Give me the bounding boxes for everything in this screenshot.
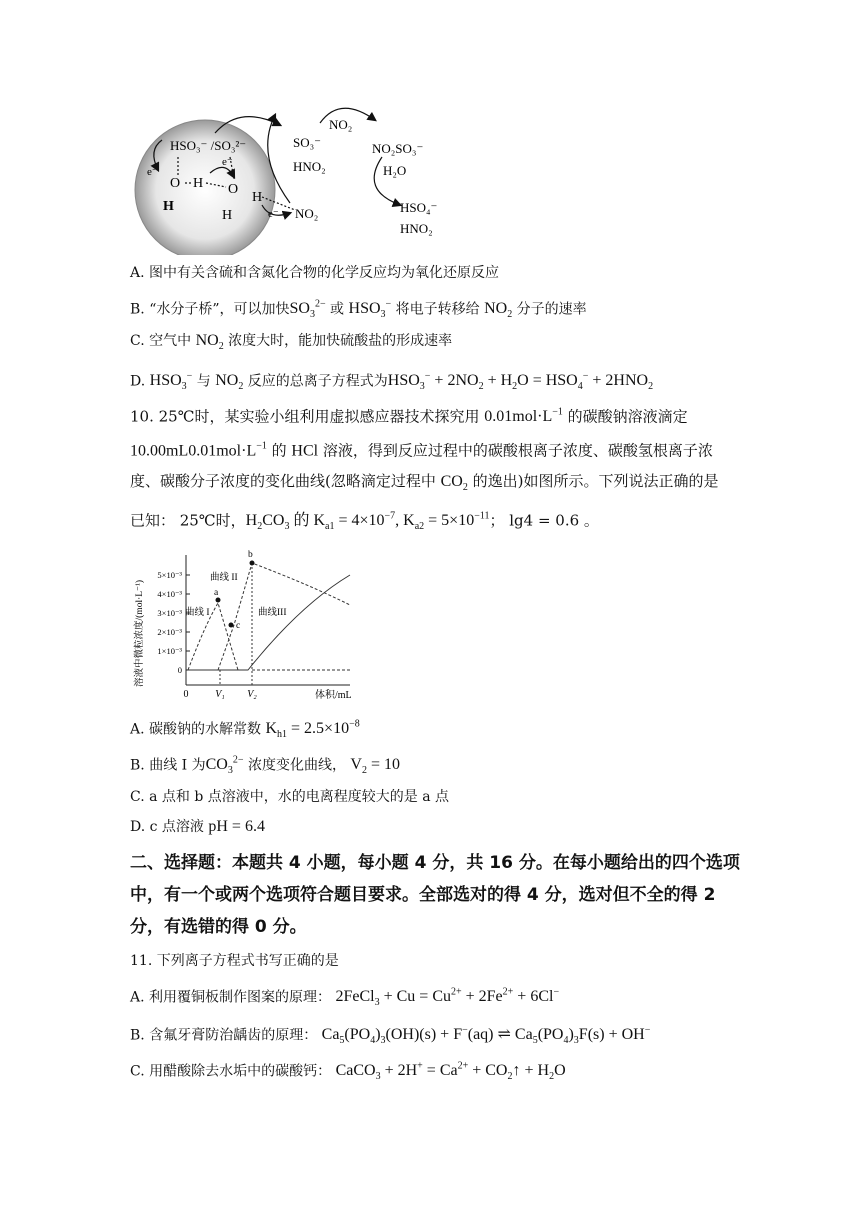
section2-line2: 中，有一个或两个选项符合题目要求。全部选对的得 4 分，选对但不全的得 2 <box>130 885 716 905</box>
curve-label: 曲线 I <box>185 608 210 618</box>
label-o1: O <box>170 176 181 191</box>
point-label: a <box>214 588 219 598</box>
section2-line3: 分，有选错的得 0 分。 <box>130 917 307 937</box>
q9-option-c: C. 空气中 $NO_2$ 浓度大时，能加快硫酸盐的形成速率 <box>130 332 453 353</box>
q11-option-b: B. 含氟牙膏防治龋齿的原理： $Ca_5(PO_4)_3(OH)(s) + F^-(aq)$ ⇌ $Ca_5(PO_4)_3F(s) + OH^-$ <box>130 1025 651 1047</box>
label-e1: e⁻ <box>147 166 158 178</box>
q11-option-c: C. 用醋酸除去水垢中的碳酸钙： CaCO$_3$ + $2H^+ = Ca^{2+}$ + $CO_2↑ + H_2O$ <box>130 1061 566 1083</box>
point-marker <box>250 561 255 566</box>
q11-stem: 11. 下列离子方程式书写正确的是 <box>130 953 339 969</box>
concentration-chart <box>130 545 360 705</box>
q9-option-b: B. “水分子桥”，可以加快$SO_3^{2-}$ 或 $HSO_3^-$ 将电子转移给 $NO_2$ 分子的速率 <box>130 299 587 321</box>
curve-label: 曲线 II <box>210 573 238 583</box>
point-marker <box>229 623 234 628</box>
curve-label: 曲线III <box>258 608 287 618</box>
point-marker <box>216 598 221 603</box>
point-label: c <box>236 621 241 631</box>
y-tick-label: 0 <box>177 665 182 675</box>
q10-option-b: B. 曲线 I 为$CO_3^{2-}$ 浓度变化曲线， $V_2 = 10$ <box>130 755 400 777</box>
q10-stem-line4: 已知： 25℃时，$H_2CO_3$ 的 $K_{a1} = 4\times 10^{-7}$, $K_{a2} = 5\times 10^{-11}$； lg4 = 0.6 。 <box>130 511 599 533</box>
reaction-diagram <box>130 95 450 255</box>
label-e2: e⁻ <box>222 156 233 168</box>
label-no2-b: NO₂ <box>329 117 353 132</box>
point-label: b <box>248 550 253 560</box>
y-tick-label: 1×10⁻³ <box>157 646 182 656</box>
label-h2o: H₂O <box>383 163 407 178</box>
label-h1: H <box>193 176 204 191</box>
x-tick-label: V₂ <box>247 689 257 700</box>
label-h2: H <box>252 190 263 205</box>
y-tick-label: 5×10⁻³ <box>157 570 182 580</box>
y-tick-label: 4×10⁻³ <box>157 589 182 599</box>
label-hso4: HSO₄⁻ <box>400 200 438 215</box>
q10-stem-line1: 10. 25℃时，某实验小组利用虚拟感应器技术探究用 $0.01mol\cdot L^{-1}$ 的碳酸钠溶液滴定 <box>130 407 688 426</box>
label-hb2: H <box>222 208 233 223</box>
label-hno2-a: HNO₂ <box>293 159 326 174</box>
q10-option-d: D. c 点溶液 pH = 6.4 <box>130 818 265 835</box>
label-so3: SO₃⁻ <box>293 135 322 150</box>
y-tick-label: 3×10⁻³ <box>157 608 182 618</box>
section2-line1: 二、选择题：本题共 4 小题，每小题 4 分，共 16 分。在每小题给出的四个选项 <box>130 853 740 873</box>
q9-option-d: D. $HSO_3^-$ 与 $NO_2$ 反应的总离子方程式为$HSO_3^- + 2NO_2 + H_2O = HSO_4^- + 2HNO_2$ <box>130 371 654 393</box>
q10-option-a: A. 碳酸钠的水解常数 $K_{h1} = 2.5\times 10^{-8}$ <box>130 719 360 741</box>
label-hno2-b: HNO₂ <box>400 221 433 236</box>
label-no2so3: NO₂SO₃⁻ <box>372 141 424 156</box>
y-axis-label: 溶液中微粒浓度/(mol·L⁻¹) <box>135 579 145 687</box>
x-tick-label: 0 <box>183 689 189 700</box>
q10-option-c: C. a 点和 b 点溶液中，水的电离程度较大的是 a 点 <box>130 789 450 805</box>
curve-3 <box>188 575 350 670</box>
label-no2-a: NO₂ <box>295 206 319 221</box>
y-tick-label: 2×10⁻³ <box>157 627 182 637</box>
label-hso3-so3: HSO₃⁻ /SO₃²⁻ <box>170 138 247 153</box>
label-o2: O <box>228 182 239 197</box>
q9-option-a: A. 图中有关含硫和含氮化合物的化学反应均为氧化还原反应 <box>130 265 500 281</box>
q10-stem-line2: $10.00mL0.01mol\cdot L^{-1}$ 的 HCl 溶液，得到反应过程中的碳酸根离子浓度、碳酸氢根离子浓 <box>130 441 713 460</box>
q11-option-a: A. 利用覆铜板制作图案的原理： 2FeCl$_3$ + $Cu = Cu^{2+} + 2Fe^{2+} + 6Cl^-$ <box>130 987 560 1009</box>
x-tick-label: V₁ <box>215 689 225 700</box>
x-axis-label: 体积/mL <box>315 690 352 701</box>
label-hb: H <box>163 199 174 214</box>
label-e3: e⁻ <box>268 208 279 220</box>
q10-stem-line3: 度、碳酸分子浓度的变化曲线(忽略滴定过程中 $CO_2$ 的逸出)如图所示。下列说法正确的是 <box>130 472 719 494</box>
